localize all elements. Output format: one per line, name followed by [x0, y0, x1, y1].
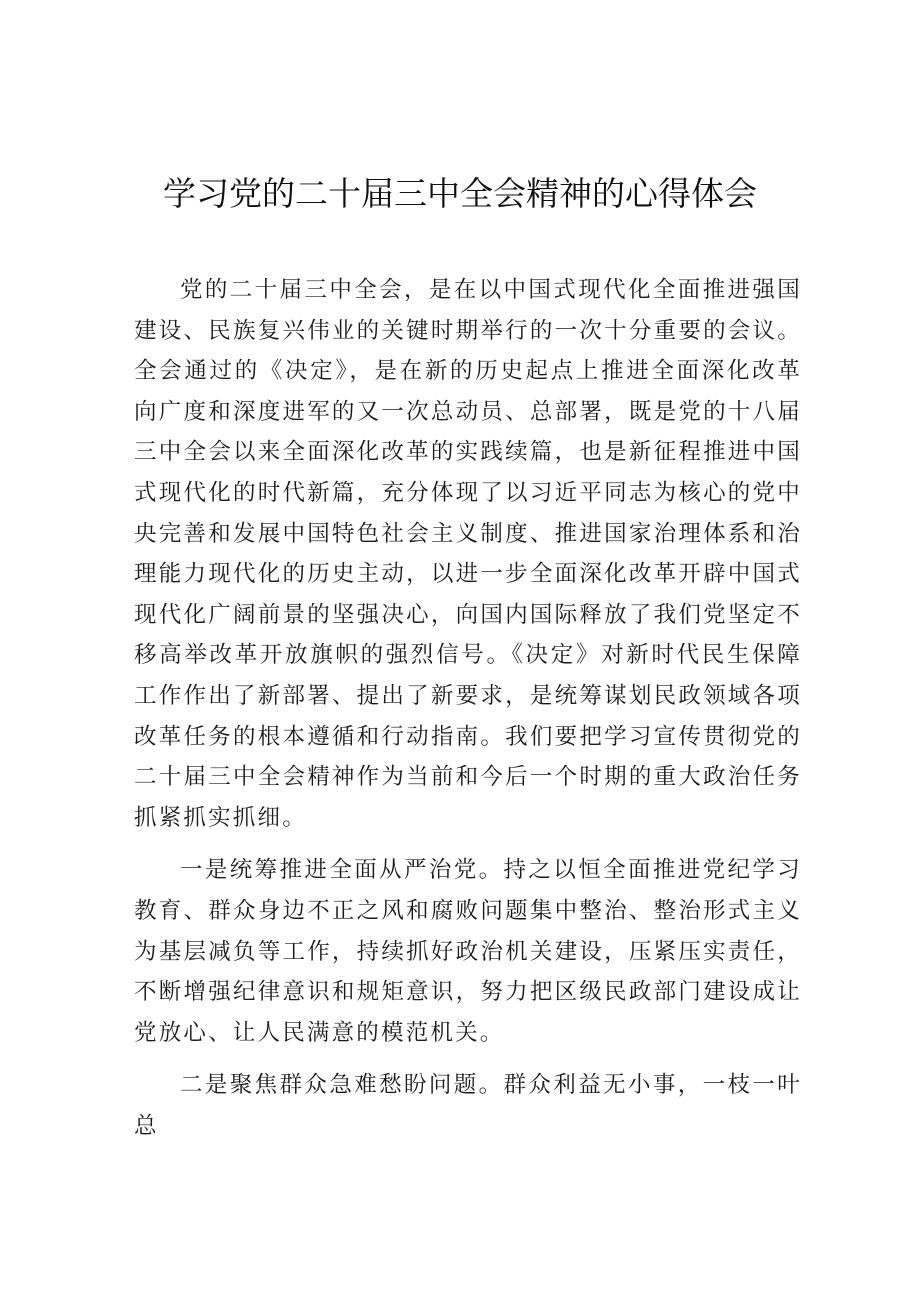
paragraph-point-one: 一是统筹推进全面从严治党。持之以恒全面推进党纪学习教育、群众身边不正之风和腐败问题集中整治、整治形式主义为基层减负等工作，持续抓好政治机关建设，压紧压实责任，不断增强纪律意识和规矩意识，努力把区级民政部门建设成让党放心、让人民满意的模范机关。	[134, 857, 802, 1046]
document-title: 学习党的二十届三中全会精神的心得体会	[163, 174, 757, 213]
paragraph-intro: 党的二十届三中全会，是在以中国式现代化全面推进强国建设、民族复兴伟业的关键时期举行的一次十分重要的会议。全会通过的《决定》，是在新的历史起点上推进全面深化改革向广度和深度进军的又一次总动员、总部署，既是党的十八届三中全会以来全面深化改革的实践续篇，也是新征程推进中国式现代化的时代新篇，充分体现了以习近平同志为核心的党中央完善和发展中国特色社会主义制度、推进国家治理体系和治理能力现代化的历史主动，以进一步全面深化改革开辟中国式现代化广阔前景的坚强决心，向国内国际释放了我们党坚定不移高举改革开放旗帜的强烈信号。《决定》对新时代民生保障工作作出了新部署、提出了新要求，是统筹谋划民政领域各项改革任务的根本遵循和行动指南。我们要把学习宣传贯彻党的二十届三中全会精神作为当前和今后一个时期的重大政治任务抓紧抓实抓细。	[134, 277, 802, 831]
document-body	[134, 270, 802, 1146]
paragraph-point-two: 二是聚焦群众急难愁盼问题。群众利益无小事，一枝一叶总	[134, 1072, 802, 1139]
